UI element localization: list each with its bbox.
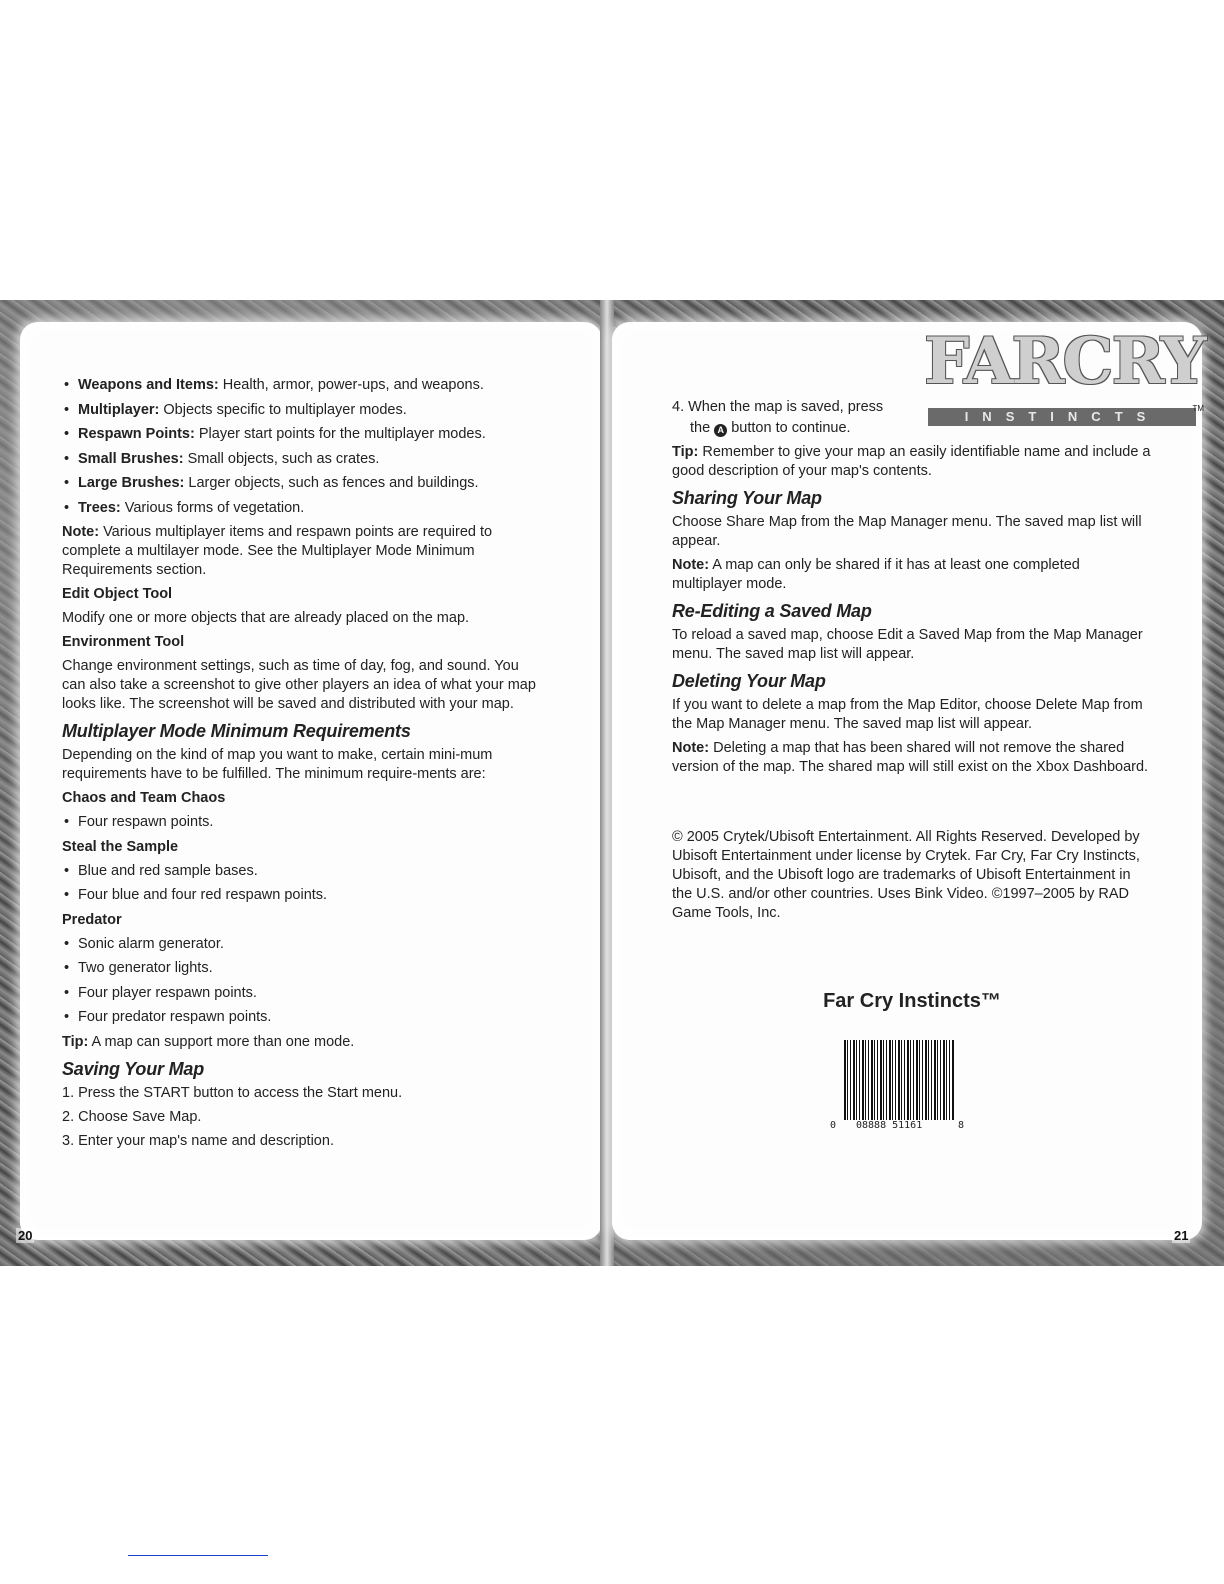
product-title: Far Cry Instincts™ xyxy=(823,990,1001,1012)
list-item: 1. Press the START button to access the Start menu. xyxy=(62,1084,403,1101)
list-item: • Four blue and four red respawn points. xyxy=(62,886,542,905)
saving-map-heading: Saving Your Map xyxy=(62,1058,205,1079)
tip-paragraph: Tip: Remember to give your map an easily identifiable name and include a good description of your map's contents. xyxy=(672,444,1151,479)
barcode-digits: 08888 51161 xyxy=(856,1120,923,1131)
right-page-content xyxy=(672,398,1152,928)
barcode-bars xyxy=(844,1040,954,1120)
object-type-list xyxy=(62,376,542,518)
deleting-map-heading: Deleting Your Map xyxy=(672,671,826,691)
left-page-content xyxy=(62,376,542,1156)
list-item: • Four respawn points. xyxy=(62,813,542,832)
list-item: • Trees: Various forms of vegetation. xyxy=(62,499,542,518)
spacer xyxy=(672,782,1152,828)
environment-tool-text: Change environment settings, such as time of day, fog, and sound. You can also take a screenshot to give other players an idea of what your map looks like. The screenshot will be saved and distributed with your map. xyxy=(62,658,536,712)
logo-trademark: TM xyxy=(1192,404,1204,413)
tip-paragraph: Tip: A map can support more than one mode. xyxy=(62,1033,355,1050)
environment-tool-heading: Environment Tool xyxy=(62,634,185,650)
predator-list xyxy=(62,935,542,1028)
list-item: • Large Brushes: Larger objects, such as fences and buildings. xyxy=(62,474,542,493)
steal-sample-list xyxy=(62,862,542,906)
footer-rule xyxy=(128,1555,268,1556)
list-item: • Four predator respawn points. xyxy=(62,1008,542,1027)
step-4: 4. When the map is saved, press xyxy=(672,399,884,415)
barcode-right-digit: 8 xyxy=(958,1120,965,1131)
list-item: • Two generator lights. xyxy=(62,959,542,978)
barcode xyxy=(826,1040,968,1136)
list-item: • Sonic alarm generator. xyxy=(62,935,542,954)
re-editing-map-heading: Re-Editing a Saved Map xyxy=(672,601,872,621)
step-4-continued: the A button to continue. xyxy=(690,420,851,436)
re-editing-map-text: To reload a saved map, choose Edit a Saved Map from the Map Manager menu. The saved map list will appear. xyxy=(672,627,1143,662)
saving-steps-list xyxy=(62,1084,542,1151)
list-item: • Respawn Points: Player start points for the multiplayer modes. xyxy=(62,425,542,444)
deleting-map-text: If you want to delete a map from the Map Editor, choose Delete Map from the Map Manager menu. The saved map list will appear. xyxy=(672,697,1143,732)
edit-object-tool-text: Modify one or more objects that are already placed on the map. xyxy=(62,610,470,626)
chaos-heading: Chaos and Team Chaos xyxy=(62,790,226,806)
sharing-map-text: Choose Share Map from the Map Manager menu. The saved map list will appear. xyxy=(672,514,1142,549)
list-item: 3. Enter your map's name and description. xyxy=(62,1132,334,1149)
sharing-map-heading: Sharing Your Map xyxy=(672,488,822,508)
a-button-icon: A xyxy=(714,424,727,437)
list-item: • Blue and red sample bases. xyxy=(62,862,542,881)
list-item: • Weapons and Items: Health, armor, power-ups, and weapons. xyxy=(62,376,542,395)
note-paragraph: Note: Deleting a map that has been shared will not remove the shared version of the map. The shared map will still exist on the Xbox Dashboard. xyxy=(672,740,1149,775)
steal-sample-heading: Steal the Sample xyxy=(62,838,179,855)
list-item: • Multiplayer: Objects specific to multiplayer modes. xyxy=(62,401,542,420)
multiplayer-requirements-heading: Multiplayer Mode Minimum Requirements xyxy=(62,721,411,741)
page-number-left: 20 xyxy=(18,1228,33,1243)
barcode-left-digit: 0 xyxy=(830,1120,837,1131)
list-item: 2. Choose Save Map. xyxy=(62,1108,202,1125)
predator-heading: Predator xyxy=(62,911,122,928)
page-number-right: 21 xyxy=(1174,1228,1189,1243)
copyright-text: © 2005 Crytek/Ubisoft Entertainment. All Rights Reserved. Developed by Ubisoft Entertainment under license by Crytek. Far Cry, Far Cry Instincts, Ubisoft, and the Ubisoft logo are trademarks of Ubisoft Entertainment in the U.S. and/or other countries. Uses Bink Video. ©1997–2005 by RAD Game Tools, Inc. xyxy=(672,829,1140,921)
note-paragraph: Note: Various multiplayer items and respawn points are required to complete a multilayer mode. See the Multiplayer Mode Minimum Requirements section. xyxy=(62,524,493,578)
logo-subtitle: INSTINCTS xyxy=(928,408,1196,426)
note-paragraph: Note: A map can only be shared if it has at least one completed multiplayer mode. xyxy=(672,557,1080,592)
list-item: • Small Brushes: Small objects, such as crates. xyxy=(62,450,542,469)
edit-object-tool-heading: Edit Object Tool xyxy=(62,586,173,602)
multiplayer-requirements-intro: Depending on the kind of map you want to make, certain mini-mum requirements have to be fulfilled. The minimum require-ments are: xyxy=(62,747,493,782)
chaos-list xyxy=(62,813,542,832)
logo-wordmark: FARCRY xyxy=(924,324,1205,399)
list-item: • Four player respawn points. xyxy=(62,984,542,1003)
